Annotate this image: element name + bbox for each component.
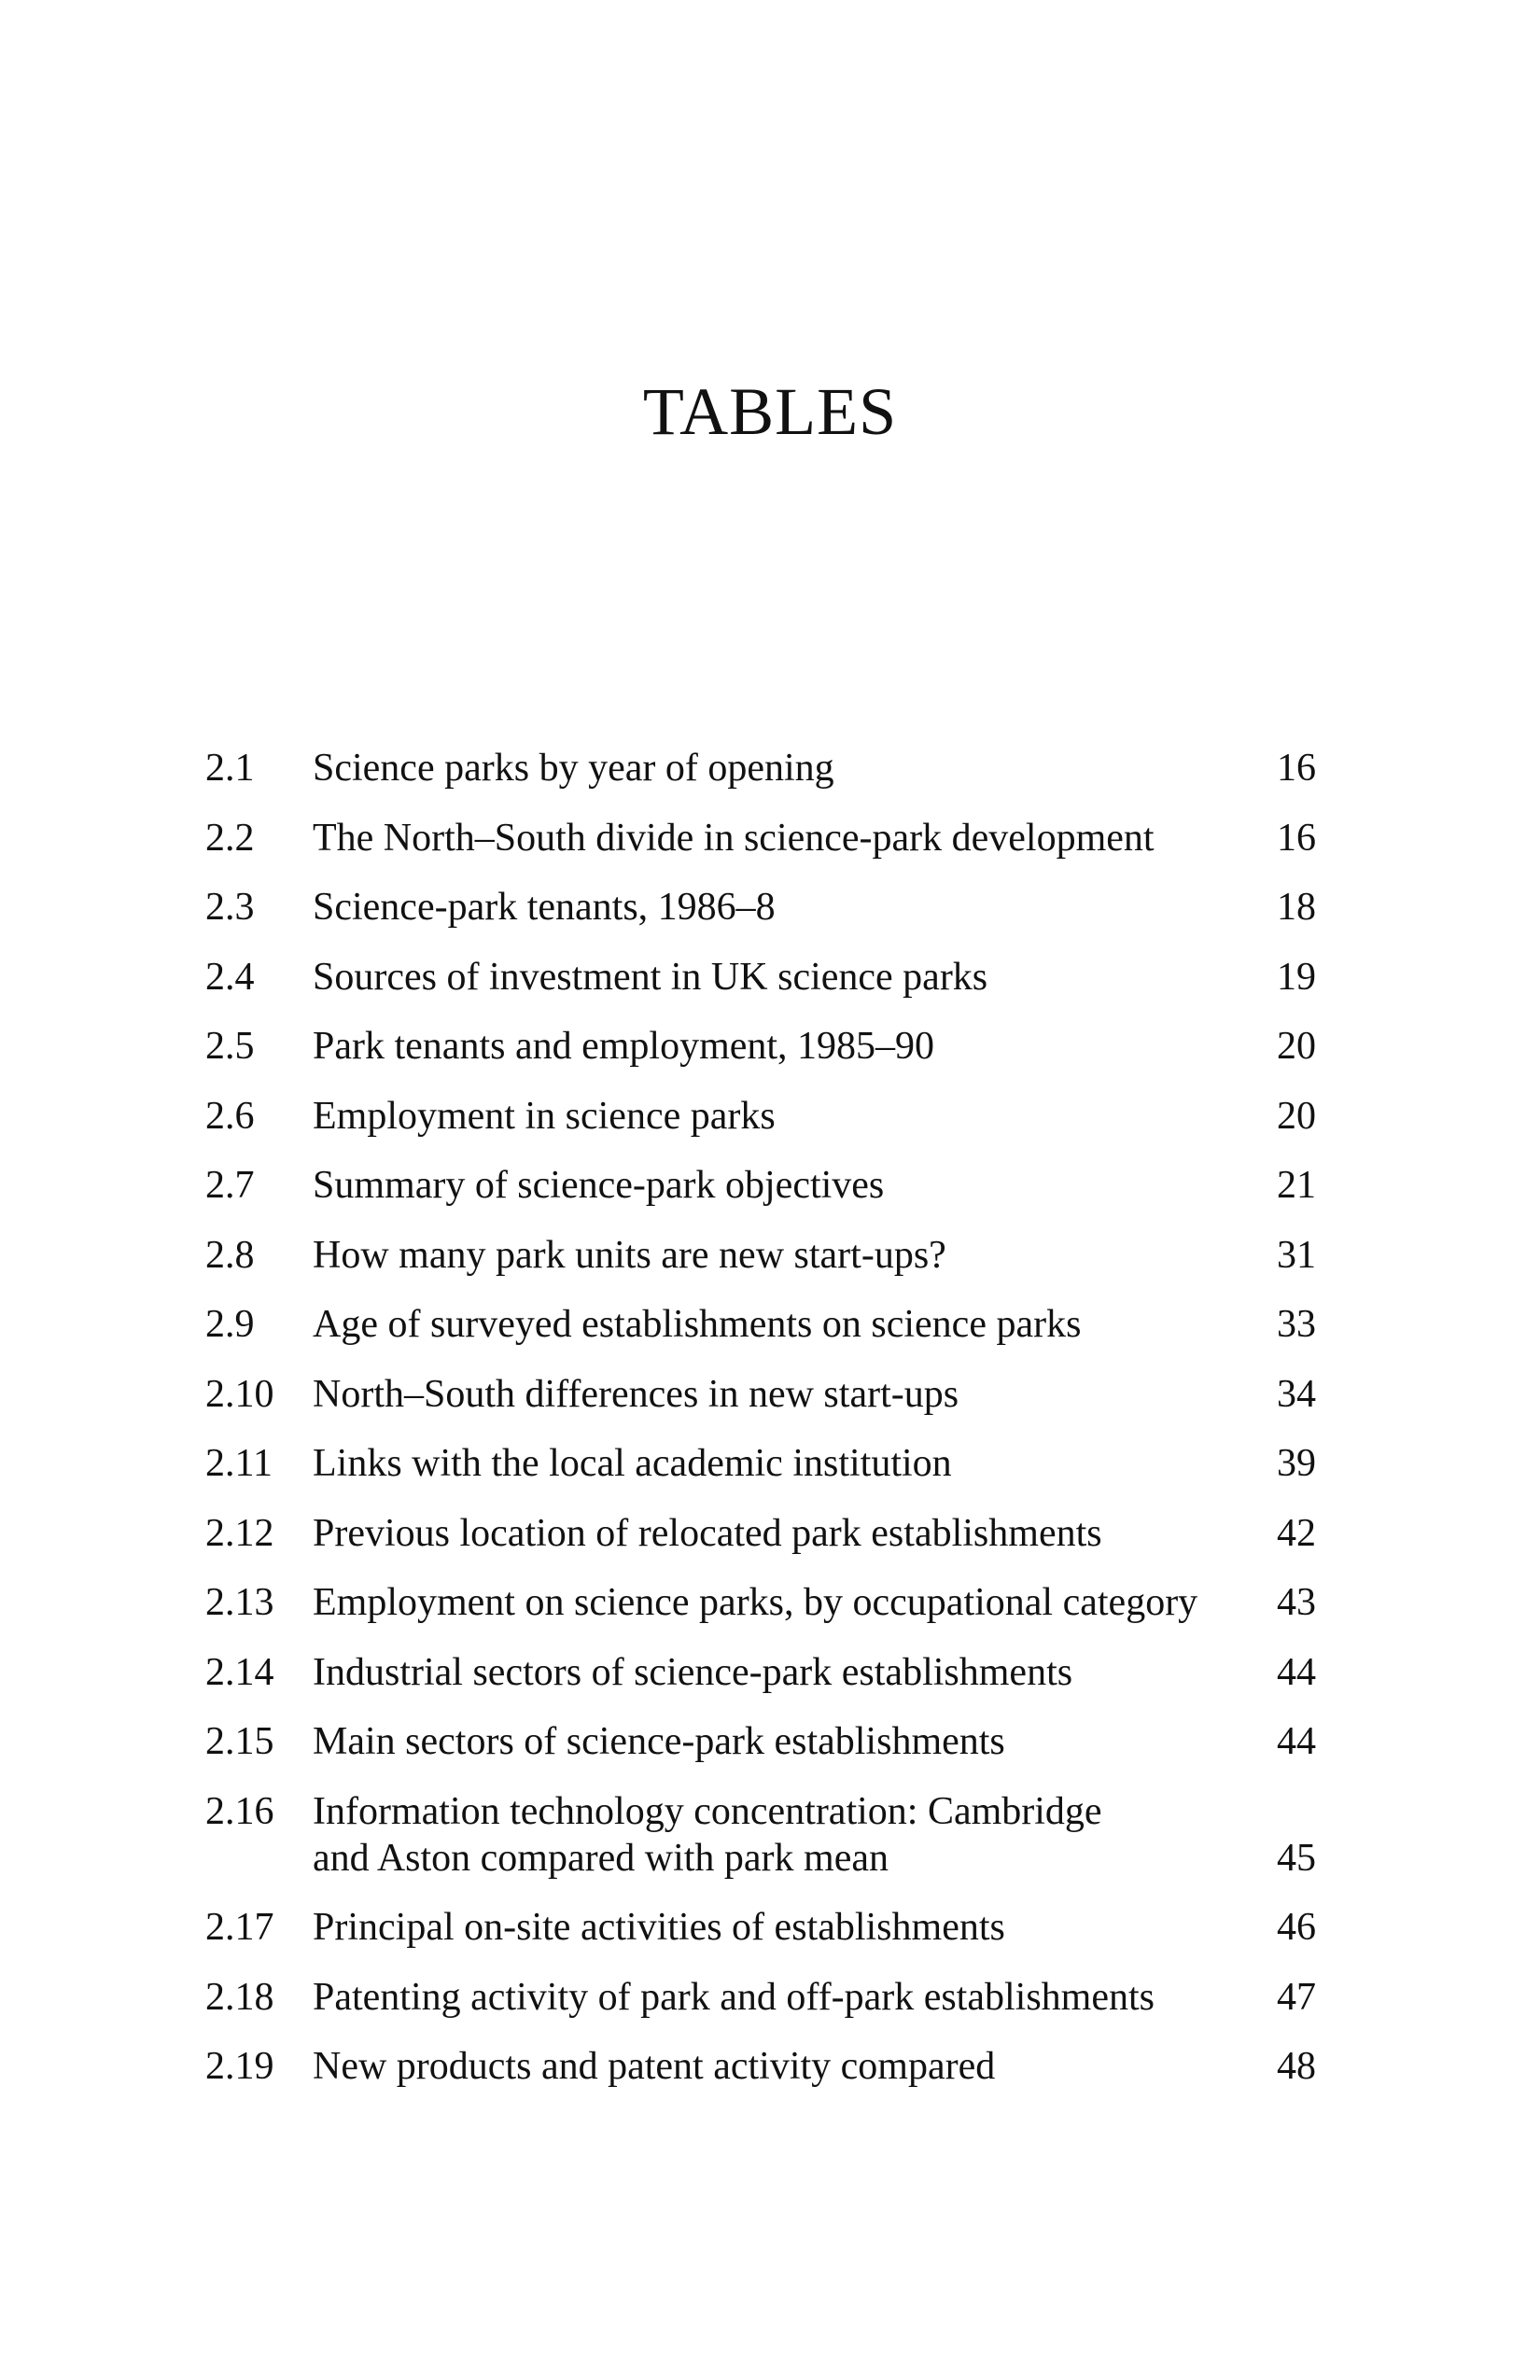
table-title: Industrial sectors of science-park establishments — [313, 1650, 1073, 1694]
table-number: 2.12 — [205, 1511, 274, 1555]
table-number: 2.15 — [205, 1720, 274, 1763]
table-number: 2.18 — [205, 1975, 274, 2019]
list-item — [205, 1718, 1325, 1765]
page-number: 21 — [1277, 1164, 1316, 1207]
table-number: 2.2 — [205, 816, 255, 860]
table-title: Patenting activity of park and off-park establishments — [313, 1975, 1155, 2019]
list-item — [205, 1301, 1325, 1348]
list-item — [205, 954, 1325, 1001]
page-number: 46 — [1277, 1906, 1316, 1949]
list-item — [205, 1904, 1325, 1951]
table-title-continuation: and Aston compared with park mean — [313, 1836, 889, 1880]
list-item — [205, 1232, 1325, 1279]
table-number: 2.11 — [205, 1442, 273, 1485]
table-title: Science-park tenants, 1986–8 — [313, 886, 776, 929]
table-title: Park tenants and employment, 1985–90 — [313, 1025, 935, 1068]
page-number: 34 — [1277, 1372, 1316, 1416]
table-title: Employment in science parks — [313, 1094, 776, 1138]
table-title: Information technology concentration: Cambridge — [313, 1789, 1102, 1833]
table-number: 2.10 — [205, 1372, 274, 1416]
list-item — [205, 1162, 1325, 1209]
table-title: Age of surveyed establishments on science parks — [313, 1303, 1082, 1346]
page-number: 47 — [1277, 1975, 1316, 2019]
page-number: 16 — [1277, 816, 1316, 860]
page-number: 20 — [1277, 1094, 1316, 1138]
table-number: 2.8 — [205, 1233, 255, 1277]
table-number: 2.16 — [205, 1789, 274, 1833]
table-number: 2.1 — [205, 747, 255, 790]
list-item — [205, 745, 1325, 791]
list-item — [205, 1371, 1325, 1418]
page-number: 20 — [1277, 1025, 1316, 1068]
table-title: Sources of investment in UK science parks — [313, 955, 988, 999]
page-number: 31 — [1277, 1233, 1316, 1277]
table-number: 2.5 — [205, 1025, 255, 1068]
page-number: 43 — [1277, 1581, 1316, 1624]
table-title: Employment on science parks, by occupational category — [313, 1581, 1198, 1624]
table-number: 2.7 — [205, 1164, 255, 1207]
table-number: 2.3 — [205, 886, 255, 929]
table-title: Science parks by year of opening — [313, 747, 834, 790]
list-item — [205, 1974, 1325, 2021]
list-item — [205, 1023, 1325, 1070]
list-item — [205, 1440, 1325, 1487]
table-number: 2.6 — [205, 1094, 255, 1138]
list-item — [205, 1579, 1325, 1626]
page-number: 33 — [1277, 1303, 1316, 1346]
page-number: 39 — [1277, 1442, 1316, 1485]
table-title: Main sectors of science-park establishments — [313, 1720, 1005, 1763]
table-title: Principal on-site activities of establishments — [313, 1906, 1005, 1949]
table-title: Summary of science-park objectives — [313, 1164, 885, 1207]
table-title: Previous location of relocated park establishments — [313, 1511, 1102, 1555]
table-number: 2.4 — [205, 955, 255, 999]
list-item — [205, 1649, 1325, 1696]
page-number: 44 — [1277, 1720, 1316, 1763]
table-number: 2.9 — [205, 1303, 255, 1346]
list-item — [205, 884, 1325, 931]
table-title: Links with the local academic institution — [313, 1442, 952, 1485]
list-item — [205, 2043, 1325, 2090]
page-number: 44 — [1277, 1650, 1316, 1694]
table-number: 2.19 — [205, 2045, 274, 2088]
page-number: 18 — [1277, 886, 1316, 929]
page-number: 16 — [1277, 747, 1316, 790]
page-number: 19 — [1277, 955, 1316, 999]
table-number: 2.17 — [205, 1906, 274, 1949]
table-title: New products and patent activity compared — [313, 2045, 996, 2088]
table-number: 2.14 — [205, 1650, 274, 1694]
table-title: North–South differences in new start-ups — [313, 1372, 959, 1416]
list-item — [205, 1788, 1325, 1882]
list-item — [205, 815, 1325, 861]
page-number: 48 — [1277, 2045, 1316, 2088]
page-title: TABLES — [642, 374, 898, 449]
page-number: 45 — [1277, 1836, 1316, 1880]
table-list — [205, 745, 1325, 2113]
page-number: 42 — [1277, 1511, 1316, 1555]
table-title: How many park units are new start-ups? — [313, 1233, 946, 1277]
table-title: The North–South divide in science-park development — [313, 816, 1155, 860]
list-item — [205, 1093, 1325, 1140]
table-number: 2.13 — [205, 1581, 274, 1624]
list-item — [205, 1510, 1325, 1557]
